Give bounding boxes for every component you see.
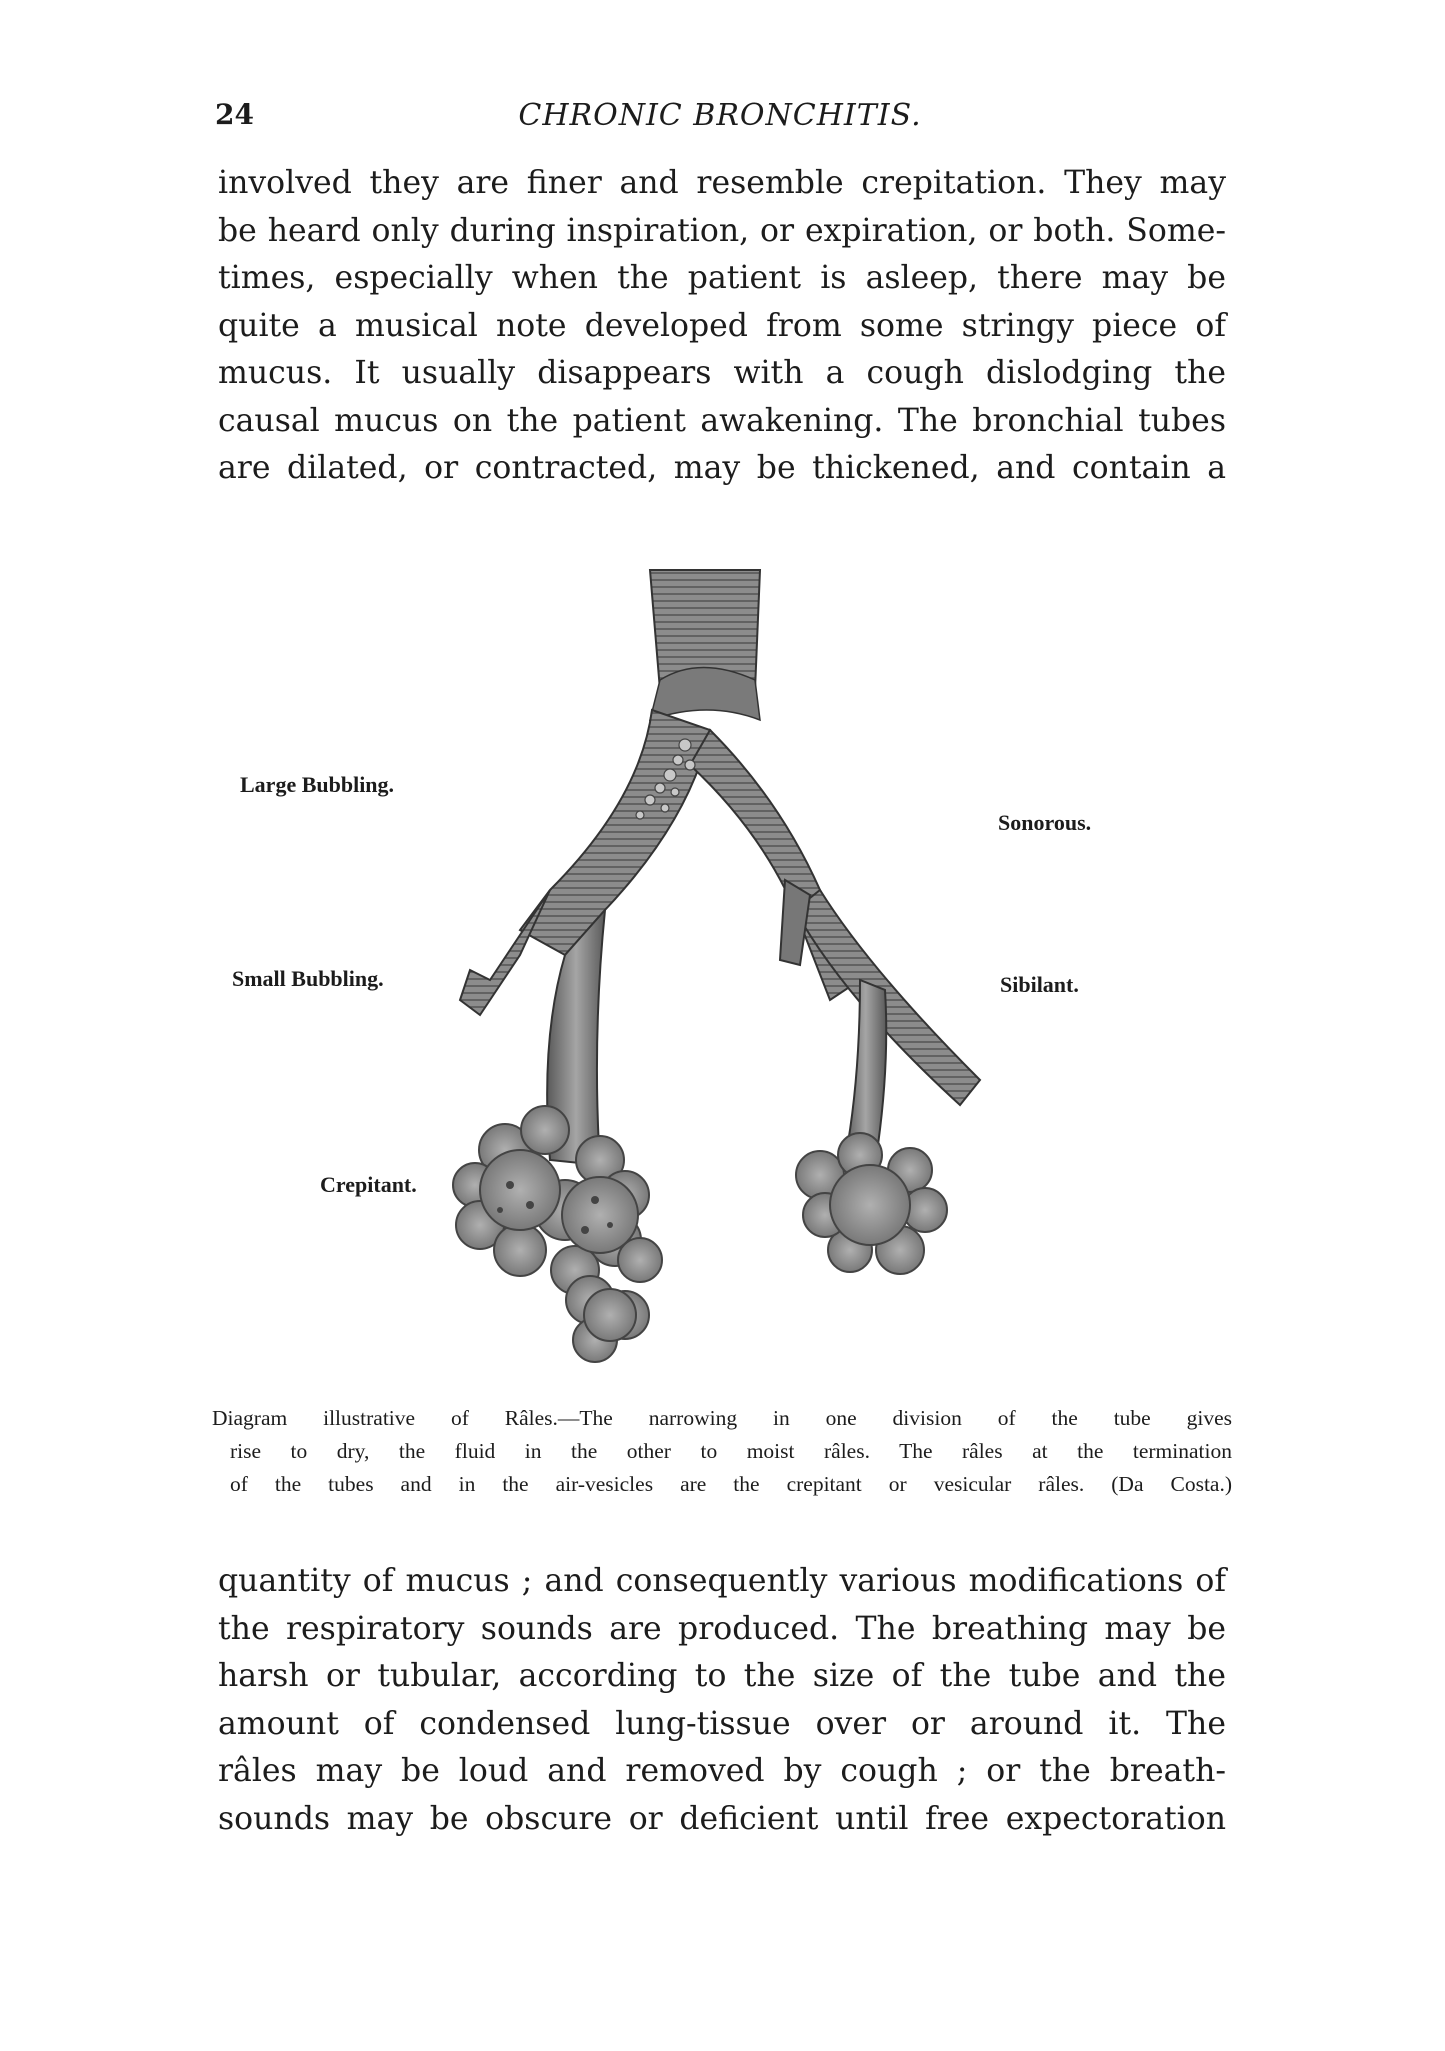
text-line: sounds may be obscure or deficient until free expectoration <box>218 1800 1226 1837</box>
figure-caption <box>212 1402 1232 1501</box>
caption-line: rise to dry, the fluid in the other to moist râles. The râles at the termination <box>230 1439 1232 1463</box>
label-crepitant: Crepitant. <box>320 1172 417 1197</box>
text-line: times, especially when the patient is asleep, there may be <box>218 260 1226 296</box>
text-line: the respiratory sounds are produced. The breathing may be <box>218 1610 1226 1647</box>
bronchi-diagram <box>220 560 1220 1390</box>
text-line: are dilated, or contracted, may be thickened, and contain a <box>218 450 1226 486</box>
caption-line: of the tubes and in the air-vesicles are the crepitant or vesicular râles. (Da Costa.) <box>230 1472 1232 1496</box>
label-small-bubbling: Small Bubbling. <box>232 966 384 991</box>
right-vesicle-cluster <box>796 1133 947 1274</box>
text-line: mucus. It usually disappears with a cough dislodging the <box>218 355 1226 391</box>
text-line: quantity of mucus ; and consequently various modifications of <box>218 1563 1226 1599</box>
text-line: râles may be loud and removed by cough ; or the breath- <box>218 1753 1226 1789</box>
text-line: amount of condensed lung-tissue over or around it. The <box>218 1705 1226 1742</box>
running-title: CHRONIC BRONCHITIS. <box>518 98 922 133</box>
left-vesicle-cluster <box>453 1106 662 1362</box>
text-line: be heard only during inspiration, or expiration, or both. Some- <box>218 212 1226 249</box>
bottom-paragraph <box>218 1558 1226 1843</box>
text-line: involved they are finer and resemble crepitation. They may <box>218 165 1226 201</box>
text-line: harsh or tubular, according to the size of the tube and the <box>218 1658 1226 1694</box>
page-header <box>215 98 1225 138</box>
text-line: causal mucus on the patient awakening. The bronchial tubes <box>218 402 1226 439</box>
label-sonorous: Sonorous. <box>998 810 1092 835</box>
text-line: quite a musical note developed from some stringy piece of <box>218 307 1226 344</box>
caption-line: Diagram illustrative of Râles.—The narrowing in one division of the tube gives <box>212 1406 1232 1430</box>
label-sibilant: Sibilant. <box>1000 972 1079 997</box>
top-paragraph <box>218 160 1226 493</box>
label-large-bubbling: Large Bubbling. <box>240 772 395 797</box>
page-number: 24 <box>215 98 254 131</box>
